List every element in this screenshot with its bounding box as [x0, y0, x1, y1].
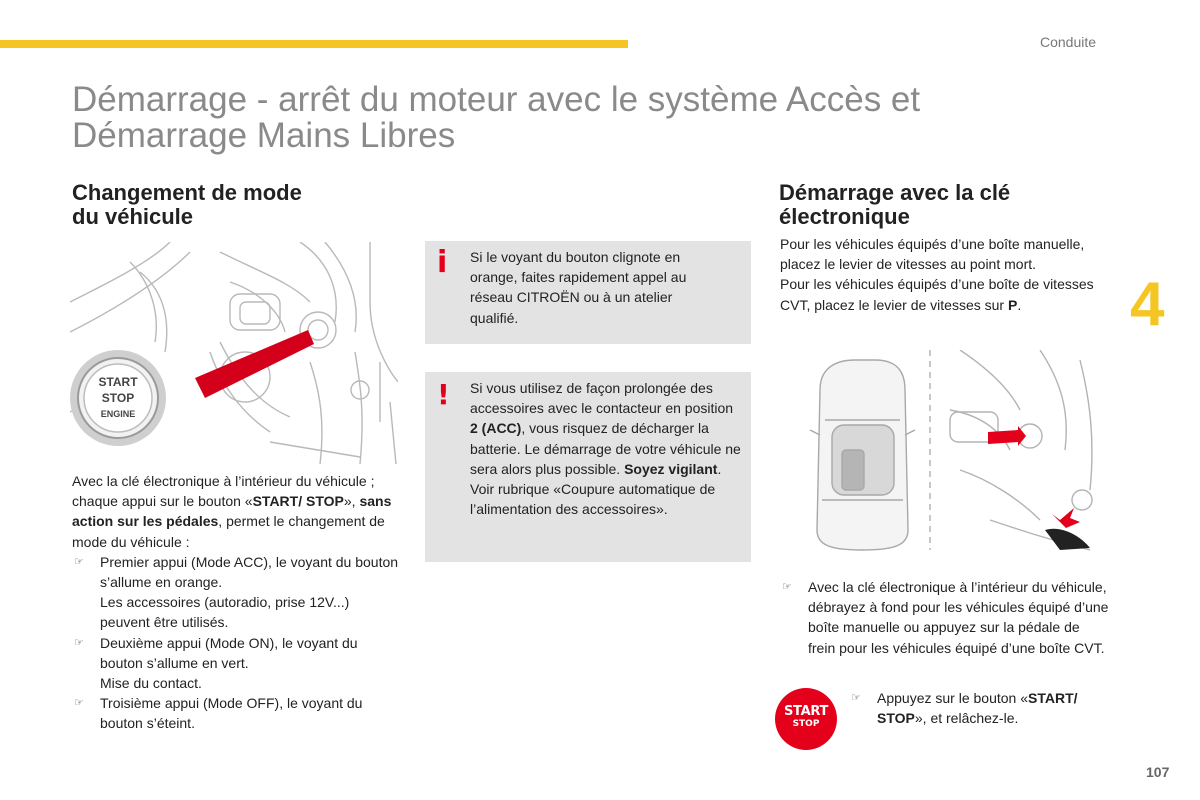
right-bullet-2-t2: », et relâchez-le. — [914, 710, 1019, 727]
warning-note-box — [425, 372, 751, 562]
chapter-number: 4 — [1130, 270, 1165, 339]
left-bullet-3 — [72, 693, 402, 733]
right-paragraph-2 — [780, 274, 1110, 314]
car-and-pedal-illustration — [790, 350, 1108, 560]
left-bullet-2-line-2: Mise du contact. — [100, 675, 202, 692]
header-accent-bar — [0, 40, 628, 48]
warning-exclamation-icon: ! — [437, 378, 450, 411]
illus-engine-label: ENGINE — [100, 409, 136, 419]
intro-text-3: , permet le changement de mode du véhicule : — [72, 513, 385, 550]
right-bullet-2-item — [849, 688, 1111, 728]
start-stop-button-illustration — [70, 242, 398, 464]
info-note-text: Si le voyant du bouton clignote en orange, faites rapidement appel au réseau CITROËN ou à un atelier qualifié. — [470, 249, 687, 326]
start-stop-button-red — [775, 688, 837, 750]
left-heading-line-2: du véhicule — [72, 204, 194, 229]
info-icon: i — [437, 245, 448, 280]
red-button-stop-label: STOP — [792, 719, 820, 729]
left-heading-line-1: Changement de mode — [72, 180, 302, 205]
right-intro — [780, 234, 1110, 315]
intro-bold-1: START/ STOP — [252, 493, 344, 510]
left-heading — [72, 181, 302, 229]
warning-note-text — [470, 378, 742, 519]
left-intro-paragraph — [72, 471, 402, 552]
info-note-box — [425, 241, 751, 344]
right-heading-line-1: Démarrage avec la clé — [779, 180, 1011, 205]
left-body — [72, 471, 402, 734]
right-bullet-1-item — [780, 577, 1110, 658]
left-bullet-1-line-1: Premier appui (Mode ACC), le voyant du bouton s’allume en orange. — [100, 553, 399, 591]
right-bullet-1 — [780, 577, 1110, 658]
right-bullet-1-text: Avec la clé électronique à l’intérieur du véhicule, débrayez à fond pour les véhicules équipé d’une boîte manuelle ou appuyez sur la pédale de frein pour les véhicules équipé d’une boîte CVT. — [808, 579, 1109, 656]
pointing-hand-icon: ☞ — [851, 692, 861, 704]
right-bullet-2-text — [877, 688, 1111, 728]
warning-paragraph-1 — [470, 378, 742, 479]
warning-text-3: . — [717, 460, 722, 477]
pointing-hand-icon: ☞ — [74, 697, 84, 710]
illus-stop-label: STOP — [101, 391, 135, 405]
pointing-hand-icon: ☞ — [74, 636, 84, 649]
pointing-hand-icon: ☞ — [782, 581, 792, 593]
warning-paragraph-2: Voir rubrique «Coupure automatique de l’alimentation des accessoires». — [470, 481, 716, 518]
left-bullet-2 — [72, 633, 402, 694]
warning-bold-2: Soyez vigilant — [624, 460, 718, 477]
right-p2-bold: P — [1007, 296, 1018, 313]
right-heading-line-2: électronique — [779, 204, 910, 229]
warning-text-2: , vous risquez de décharger la batterie. Le démarrage de votre véhicule ne sera alors plus possible. — [470, 420, 741, 477]
left-bullet-1-line-2: Les accessoires (autoradio, prise 12V...) peuvent être utilisés. — [100, 594, 350, 631]
right-bullet-2 — [849, 688, 1111, 728]
right-bullet-2-t1: Appuyez sur le bouton « — [877, 690, 1028, 706]
right-bullet-2-bold: START/ STOP — [877, 690, 1078, 727]
left-bullet-2-line-1: Deuxième appui (Mode ON), le voyant du bouton s’allume en vert. — [100, 634, 358, 671]
warning-bold-1: 2 (ACC) — [470, 420, 522, 437]
warning-text-1: Si vous utilisez de façon prolongée des accessoires avec le contacteur en position — [470, 380, 734, 417]
intro-text-2: », — [343, 493, 360, 510]
right-p2-text: Pour les véhicules équipés d’une boîte de vitesses CVT, placez le levier de vitesses sur — [780, 276, 1094, 313]
illus-start-label: START — [98, 375, 138, 389]
red-button-start-label: START — [783, 704, 829, 719]
pointing-hand-icon: ☞ — [74, 555, 84, 568]
right-heading — [779, 181, 1010, 229]
intro-text-1: Avec la clé électronique à l’intérieur du véhicule ; chaque appui sur le bouton « — [72, 473, 375, 510]
section-label: Conduite — [1040, 34, 1097, 50]
page-number: 107 — [1146, 764, 1170, 780]
left-bullet-3-line-1: Troisième appui (Mode OFF), le voyant du bouton s’éteint. — [100, 695, 363, 732]
right-paragraph-1: Pour les véhicules équipés d’une boîte manuelle, placez le levier de vitesses au point mort. — [780, 236, 1085, 273]
left-bullet-1 — [72, 552, 402, 633]
page-title-line-2: Démarrage Mains Libres — [72, 116, 456, 155]
right-p2-end: . — [1017, 296, 1022, 313]
intro-bold-2: sans action sur les pédales — [72, 493, 392, 530]
page-title-line-1: Démarrage - arrêt du moteur avec le système Accès et — [72, 80, 921, 119]
page-title — [72, 82, 1072, 154]
